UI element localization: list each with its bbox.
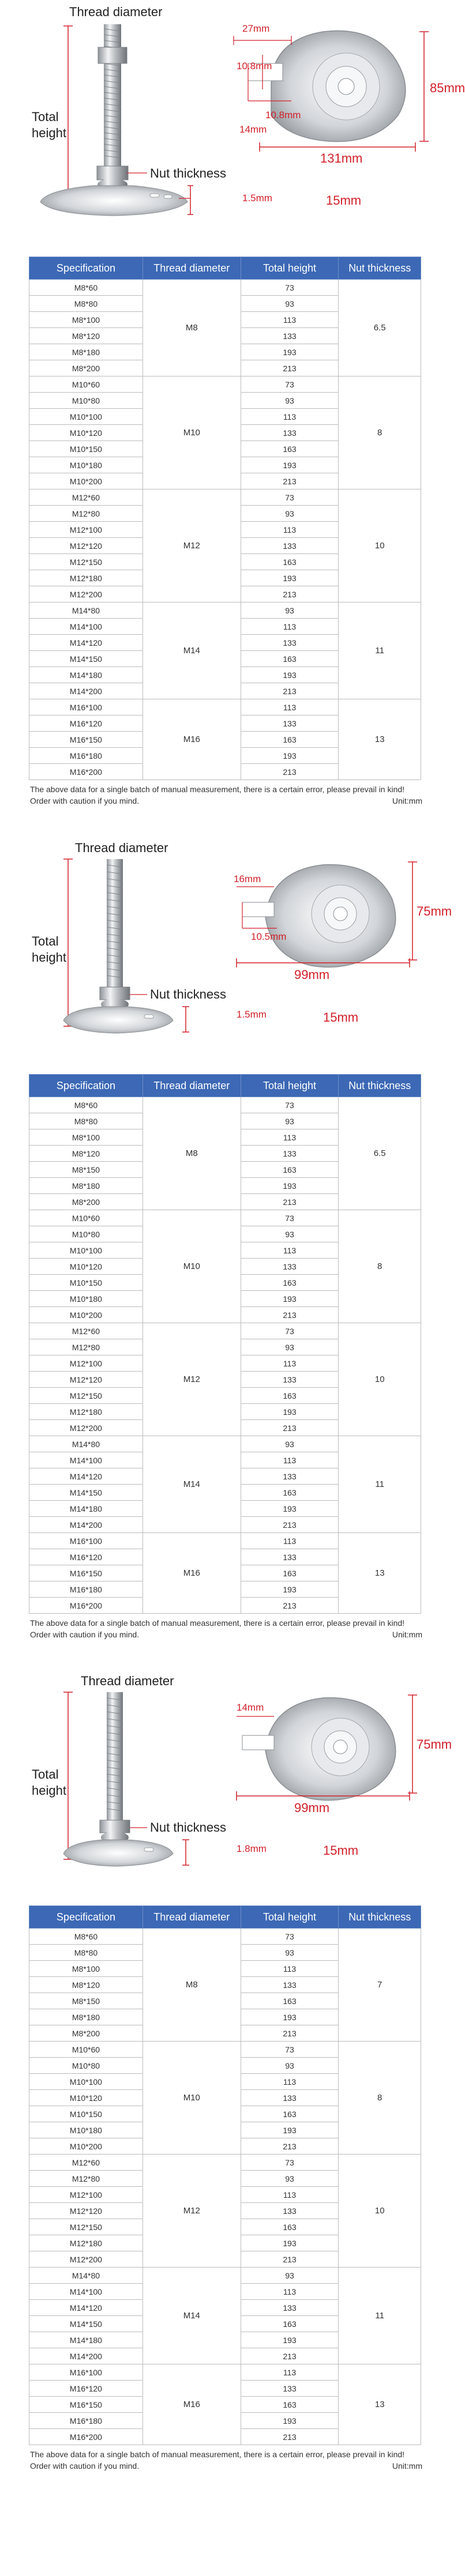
- thread-diameter-cell: M16: [142, 1533, 241, 1614]
- table-row: [29, 2155, 421, 2171]
- total-height-cell: 113: [241, 1452, 339, 1468]
- total-height-cell: 73: [241, 1097, 339, 1113]
- total-height-cell: 133: [241, 538, 339, 554]
- total-height-cell: 193: [241, 2235, 339, 2251]
- nut-thickness-cell: 6.5: [339, 280, 421, 376]
- thickness-dimension: 1.5mm: [242, 193, 272, 204]
- specification-cell: M12*60: [29, 2155, 143, 2171]
- column-header: Thread diameter: [142, 1075, 241, 1097]
- specification-cell: M12*120: [29, 538, 143, 554]
- specification-cell: M10*150: [29, 2106, 143, 2122]
- specification-cell: M16*200: [29, 764, 143, 780]
- nut-thickness-cell: 11: [339, 602, 421, 699]
- total-height-label-line1: Total: [32, 110, 59, 124]
- specification-cell: M12*180: [29, 1404, 143, 1420]
- thread-diameter-cell: M14: [142, 1436, 241, 1533]
- specification-cell: M10*180: [29, 2122, 143, 2138]
- nut-thickness-cell: 13: [339, 699, 421, 780]
- specification-cell: M14*80: [29, 1436, 143, 1452]
- note-text: The above data for a single batch of manual measurement, there is a certain error, please prevail in kind! Order with caution if you mind.: [30, 1618, 405, 1639]
- table-row: [29, 1323, 421, 1339]
- specification-cell: M10*150: [29, 1275, 143, 1291]
- specification-cell: M8*100: [29, 312, 143, 328]
- specification-cell: M8*100: [29, 1129, 143, 1146]
- specification-cell: M16*120: [29, 715, 143, 732]
- total-height-cell: 213: [241, 1517, 339, 1533]
- column-header: Nut thickness: [339, 1906, 421, 1929]
- specification-cell: M12*180: [29, 570, 143, 586]
- total-height-cell: 193: [241, 344, 339, 360]
- thread-diameter-cell: M8: [142, 1929, 241, 2042]
- table-row: [29, 376, 421, 393]
- base-width-dimension: 99mm: [294, 967, 330, 982]
- column-header: Thread diameter: [142, 257, 241, 280]
- total-height-cell: 133: [241, 635, 339, 651]
- total-height-cell: 73: [241, 376, 339, 393]
- specification-cell: M10*60: [29, 376, 143, 393]
- note-text: The above data for a single batch of manual measurement, there is a certain error, please prevail in kind! Order with caution if you mind.: [30, 785, 405, 805]
- total-height-cell: 113: [241, 1533, 339, 1549]
- spec-table-3: [29, 1905, 421, 2445]
- total-height-cell: 93: [241, 2058, 339, 2074]
- specification-cell: M8*80: [29, 1945, 143, 1961]
- thread-diameter-cell: M10: [142, 2042, 241, 2155]
- total-height-cell: 163: [241, 732, 339, 748]
- table-row: [29, 602, 421, 619]
- thread-diameter-cell: M10: [142, 1210, 241, 1323]
- nut-thickness-cell: 10: [339, 1323, 421, 1436]
- specification-cell: M8*180: [29, 1178, 143, 1194]
- specification-cell: M10*180: [29, 1291, 143, 1307]
- specification-cell: M12*150: [29, 554, 143, 570]
- thickness-dimension: 1.5mm: [237, 1009, 267, 1020]
- specification-cell: M8*180: [29, 344, 143, 360]
- leveling-foot-drawing-2: [0, 836, 462, 1067]
- total-height-cell: 213: [241, 2348, 339, 2364]
- specification-cell: M12*200: [29, 586, 143, 602]
- column-header: Specification: [29, 257, 143, 280]
- unit-label: Unit:mm: [392, 796, 422, 805]
- specification-cell: M12*80: [29, 2171, 143, 2187]
- specification-cell: M10*80: [29, 1226, 143, 1242]
- total-height-cell: 133: [241, 2203, 339, 2219]
- product-figure-3: [0, 1669, 462, 1900]
- table-row: [29, 2364, 421, 2381]
- total-height-cell: 213: [241, 2025, 339, 2042]
- base-height-dimension: 75mm: [417, 1737, 452, 1752]
- nut-thickness-cell: 8: [339, 376, 421, 489]
- specification-cell: M16*120: [29, 1549, 143, 1565]
- nut-thickness-cell: 8: [339, 1210, 421, 1323]
- total-height-cell: 163: [241, 1162, 339, 1178]
- total-height-cell: 73: [241, 2042, 339, 2058]
- thread-diameter-cell: M8: [142, 1097, 241, 1210]
- thread-diameter-label: Thread diameter: [69, 5, 163, 19]
- total-height-cell: 163: [241, 441, 339, 457]
- total-height-cell: 213: [241, 1598, 339, 1614]
- nut-thickness-cell: 8: [339, 2042, 421, 2155]
- specification-cell: M12*150: [29, 1388, 143, 1404]
- leveling-foot-drawing-1: [0, 0, 462, 254]
- specification-cell: M14*180: [29, 1501, 143, 1517]
- total-height-cell: 193: [241, 2122, 339, 2138]
- table-row: [29, 1210, 421, 1226]
- specification-cell: M8*200: [29, 2025, 143, 2042]
- specification-cell: M14*100: [29, 619, 143, 635]
- table-header-row: [29, 1075, 421, 1097]
- specification-cell: M16*200: [29, 2429, 143, 2445]
- specification-cell: M14*200: [29, 2348, 143, 2364]
- nut-thickness-cell: 6.5: [339, 1097, 421, 1210]
- total-height-cell: 133: [241, 425, 339, 441]
- total-height-cell: 133: [241, 1259, 339, 1275]
- total-height-cell: 113: [241, 2284, 339, 2300]
- total-height-label-line2: height: [32, 950, 66, 965]
- leveling-foot-drawing-3: [0, 1669, 462, 1900]
- total-height-cell: 193: [241, 570, 339, 586]
- specification-cell: M12*100: [29, 1355, 143, 1372]
- thread-diameter-cell: M8: [142, 280, 241, 376]
- nut-thickness-cell: 13: [339, 2364, 421, 2445]
- slot-length-dimension: 16mm: [234, 873, 261, 884]
- specification-cell: M12*80: [29, 1339, 143, 1355]
- specification-cell: M12*200: [29, 2251, 143, 2268]
- table-row: [29, 1929, 421, 1945]
- note-text: The above data for a single batch of manual measurement, there is a certain error, please prevail in kind! Order with caution if you mind.: [30, 2450, 405, 2470]
- total-height-cell: 213: [241, 360, 339, 376]
- total-height-cell: 193: [241, 1291, 339, 1307]
- total-height-cell: 163: [241, 2219, 339, 2235]
- specification-cell: M10*200: [29, 2138, 143, 2155]
- nut-thickness-cell: 7: [339, 1929, 421, 2042]
- total-height-cell: 93: [241, 506, 339, 522]
- table-row: [29, 489, 421, 506]
- table-row: [29, 2042, 421, 2058]
- specification-cell: M8*100: [29, 1961, 143, 1977]
- specification-cell: M14*120: [29, 635, 143, 651]
- slot-inner-dimension-2: 10.8mm: [265, 110, 301, 120]
- column-header: Specification: [29, 1075, 143, 1097]
- unit-label: Unit:mm: [392, 1630, 422, 1639]
- specification-cell: M16*100: [29, 1533, 143, 1549]
- total-height-cell: 73: [241, 1210, 339, 1226]
- total-height-cell: 213: [241, 1307, 339, 1323]
- slot-length-dimension: 27mm: [242, 23, 270, 34]
- specification-cell: M10*80: [29, 2058, 143, 2074]
- specification-cell: M12*200: [29, 1420, 143, 1436]
- base-height-dimension: 75mm: [417, 904, 452, 918]
- total-height-label-line2: height: [32, 126, 66, 140]
- specification-cell: M16*180: [29, 1581, 143, 1598]
- total-height-cell: 213: [241, 2251, 339, 2268]
- specification-cell: M14*150: [29, 2316, 143, 2332]
- total-height-cell: 93: [241, 2171, 339, 2187]
- total-height-cell: 193: [241, 667, 339, 683]
- total-height-cell: 213: [241, 1420, 339, 1436]
- nut-thickness-cell: 13: [339, 1533, 421, 1614]
- table-row: [29, 699, 421, 715]
- measurement-note-2: [30, 1617, 422, 1640]
- total-height-cell: 133: [241, 1549, 339, 1565]
- total-height-cell: 93: [241, 602, 339, 619]
- nut-thickness-cell: 10: [339, 489, 421, 602]
- specification-cell: M10*120: [29, 425, 143, 441]
- total-height-cell: 193: [241, 2413, 339, 2429]
- specification-cell: M10*120: [29, 2090, 143, 2106]
- specification-cell: M8*200: [29, 360, 143, 376]
- nut-thickness-label: Nut thickness: [150, 987, 227, 1001]
- total-height-cell: 213: [241, 683, 339, 699]
- column-header: Nut thickness: [339, 1075, 421, 1097]
- total-height-cell: 93: [241, 393, 339, 409]
- column-header: Specification: [29, 1906, 143, 1929]
- spec-table-1: [29, 257, 421, 780]
- thread-diameter-label: Thread diameter: [75, 841, 168, 855]
- total-height-cell: 213: [241, 473, 339, 489]
- table-header-row: [29, 1906, 421, 1929]
- specification-cell: M8*150: [29, 1993, 143, 2009]
- nut-thickness-cell: 10: [339, 2155, 421, 2268]
- specification-cell: M12*180: [29, 2235, 143, 2251]
- total-height-cell: 113: [241, 1961, 339, 1977]
- specification-cell: M8*120: [29, 1977, 143, 1993]
- column-header: Total height: [241, 257, 339, 280]
- product-figure-2: [0, 836, 462, 1067]
- specification-cell: M10*180: [29, 457, 143, 473]
- total-height-cell: 133: [241, 715, 339, 732]
- specification-cell: M12*60: [29, 1323, 143, 1339]
- total-height-cell: 163: [241, 2397, 339, 2413]
- total-height-cell: 163: [241, 1565, 339, 1581]
- specification-cell: M12*60: [29, 489, 143, 506]
- thread-diameter-cell: M14: [142, 2268, 241, 2364]
- total-height-cell: 213: [241, 2429, 339, 2445]
- specification-cell: M14*120: [29, 2300, 143, 2316]
- specification-cell: M8*60: [29, 280, 143, 296]
- base-depth-dimension: 15mm: [326, 193, 362, 208]
- spec-table-2: [29, 1074, 421, 1614]
- specification-cell: M12*120: [29, 2203, 143, 2219]
- specification-cell: M8*60: [29, 1097, 143, 1113]
- slot-inner-dimension: 10.5mm: [251, 931, 287, 942]
- specification-cell: M10*200: [29, 1307, 143, 1323]
- specification-cell: M16*200: [29, 1598, 143, 1614]
- total-height-cell: 73: [241, 1929, 339, 1945]
- total-height-cell: 163: [241, 1388, 339, 1404]
- total-height-cell: 93: [241, 1945, 339, 1961]
- specification-cell: M16*180: [29, 2413, 143, 2429]
- base-height-dimension: 85mm: [430, 81, 465, 95]
- specification-cell: M8*120: [29, 328, 143, 344]
- specification-cell: M8*200: [29, 1194, 143, 1210]
- specification-cell: M12*80: [29, 506, 143, 522]
- specification-cell: M14*100: [29, 1452, 143, 1468]
- total-height-cell: 133: [241, 2381, 339, 2397]
- table-header-row: [29, 257, 421, 280]
- base-depth-dimension: 15mm: [323, 1843, 359, 1858]
- thread-diameter-cell: M14: [142, 602, 241, 699]
- column-header: Total height: [241, 1906, 339, 1929]
- specification-cell: M14*180: [29, 2332, 143, 2348]
- total-height-cell: 213: [241, 586, 339, 602]
- total-height-cell: 73: [241, 2155, 339, 2171]
- specification-cell: M14*150: [29, 651, 143, 667]
- specification-cell: M10*60: [29, 1210, 143, 1226]
- total-height-cell: 93: [241, 1339, 339, 1355]
- total-height-cell: 113: [241, 1355, 339, 1372]
- specification-cell: M8*80: [29, 296, 143, 312]
- specification-cell: M8*60: [29, 1929, 143, 1945]
- specification-cell: M16*180: [29, 748, 143, 764]
- specification-cell: M14*120: [29, 1468, 143, 1485]
- total-height-cell: 193: [241, 1501, 339, 1517]
- base-width-dimension: 99mm: [294, 1801, 330, 1815]
- specification-cell: M16*120: [29, 2381, 143, 2397]
- specification-cell: M8*80: [29, 1113, 143, 1129]
- total-height-cell: 193: [241, 2009, 339, 2025]
- product-figure-1: [0, 0, 465, 254]
- nut-thickness-cell: 11: [339, 1436, 421, 1533]
- specification-cell: M12*150: [29, 2219, 143, 2235]
- specification-cell: M14*150: [29, 1485, 143, 1501]
- total-height-cell: 113: [241, 1129, 339, 1146]
- total-height-cell: 193: [241, 1404, 339, 1420]
- total-height-cell: 163: [241, 2106, 339, 2122]
- specification-cell: M12*100: [29, 522, 143, 538]
- base-depth-dimension: 15mm: [323, 1010, 359, 1025]
- total-height-cell: 193: [241, 748, 339, 764]
- specification-cell: M10*80: [29, 393, 143, 409]
- specification-cell: M12*100: [29, 2187, 143, 2203]
- measurement-note-3: [30, 2449, 422, 2472]
- specification-cell: M10*100: [29, 1242, 143, 1259]
- total-height-cell: 193: [241, 2332, 339, 2348]
- specification-cell: M8*120: [29, 1146, 143, 1162]
- total-height-cell: 133: [241, 328, 339, 344]
- base-width-dimension: 131mm: [320, 151, 363, 165]
- total-height-cell: 73: [241, 280, 339, 296]
- total-height-cell: 213: [241, 1194, 339, 1210]
- thread-diameter-cell: M12: [142, 2155, 241, 2268]
- specification-cell: M10*120: [29, 1259, 143, 1275]
- total-height-cell: 113: [241, 619, 339, 635]
- total-height-cell: 93: [241, 1226, 339, 1242]
- specification-cell: M10*100: [29, 409, 143, 425]
- total-height-cell: 73: [241, 1323, 339, 1339]
- total-height-cell: 113: [241, 1242, 339, 1259]
- table-row: [29, 280, 421, 296]
- thread-diameter-cell: M16: [142, 2364, 241, 2445]
- specification-cell: M16*100: [29, 699, 143, 715]
- nut-thickness-label: Nut thickness: [150, 1820, 227, 1835]
- specification-cell: M10*100: [29, 2074, 143, 2090]
- total-height-cell: 113: [241, 312, 339, 328]
- total-height-cell: 93: [241, 1113, 339, 1129]
- specification-cell: M14*200: [29, 683, 143, 699]
- slot-inner-dimension-1: 10.8mm: [237, 61, 272, 71]
- total-height-cell: 93: [241, 296, 339, 312]
- total-height-cell: 213: [241, 764, 339, 780]
- total-height-cell: 113: [241, 2187, 339, 2203]
- specification-cell: M14*100: [29, 2284, 143, 2300]
- total-height-cell: 113: [241, 522, 339, 538]
- total-height-cell: 133: [241, 1146, 339, 1162]
- total-height-cell: 93: [241, 2268, 339, 2284]
- specification-cell: M14*80: [29, 2268, 143, 2284]
- specification-cell: M16*100: [29, 2364, 143, 2381]
- column-header: Total height: [241, 1075, 339, 1097]
- slot-length-dimension: 14mm: [237, 1702, 264, 1713]
- total-height-cell: 113: [241, 2074, 339, 2090]
- table-row: [29, 1436, 421, 1452]
- total-height-cell: 163: [241, 651, 339, 667]
- total-height-cell: 133: [241, 2090, 339, 2106]
- specification-cell: M14*200: [29, 1517, 143, 1533]
- table-row: [29, 2268, 421, 2284]
- specification-cell: M16*150: [29, 732, 143, 748]
- slot-tab-dimension: 14mm: [239, 124, 267, 135]
- thread-diameter-cell: M12: [142, 489, 241, 602]
- specification-cell: M14*180: [29, 667, 143, 683]
- specification-cell: M14*80: [29, 602, 143, 619]
- specification-cell: M8*180: [29, 2009, 143, 2025]
- total-height-cell: 193: [241, 457, 339, 473]
- total-height-cell: 113: [241, 699, 339, 715]
- total-height-cell: 133: [241, 1372, 339, 1388]
- total-height-cell: 193: [241, 1178, 339, 1194]
- specification-cell: M10*150: [29, 441, 143, 457]
- total-height-cell: 113: [241, 409, 339, 425]
- specification-cell: M10*60: [29, 2042, 143, 2058]
- total-height-label-line2: height: [32, 1783, 66, 1798]
- specification-cell: M16*150: [29, 2397, 143, 2413]
- total-height-cell: 163: [241, 1993, 339, 2009]
- total-height-cell: 193: [241, 1581, 339, 1598]
- total-height-cell: 163: [241, 1485, 339, 1501]
- total-height-cell: 133: [241, 2300, 339, 2316]
- total-height-cell: 133: [241, 1468, 339, 1485]
- table-row: [29, 1533, 421, 1549]
- thread-diameter-cell: M12: [142, 1323, 241, 1436]
- thickness-dimension: 1.8mm: [237, 1843, 267, 1854]
- unit-label: Unit:mm: [392, 2461, 422, 2470]
- nut-thickness-cell: 11: [339, 2268, 421, 2364]
- total-height-cell: 93: [241, 1436, 339, 1452]
- total-height-cell: 133: [241, 1977, 339, 1993]
- total-height-cell: 73: [241, 489, 339, 506]
- specification-cell: M16*150: [29, 1565, 143, 1581]
- specification-cell: M8*150: [29, 1162, 143, 1178]
- total-height-cell: 163: [241, 554, 339, 570]
- column-header: Thread diameter: [142, 1906, 241, 1929]
- measurement-note-1: [30, 784, 422, 807]
- table-row: [29, 1097, 421, 1113]
- total-height-cell: 163: [241, 1275, 339, 1291]
- total-height-label-line1: Total: [32, 1767, 59, 1782]
- total-height-label-line1: Total: [32, 934, 59, 948]
- total-height-cell: 213: [241, 2138, 339, 2155]
- specification-cell: M10*200: [29, 473, 143, 489]
- specification-cell: M12*120: [29, 1372, 143, 1388]
- thread-diameter-label: Thread diameter: [81, 1674, 174, 1688]
- total-height-cell: 113: [241, 2364, 339, 2381]
- nut-thickness-label: Nut thickness: [150, 166, 227, 180]
- total-height-cell: 163: [241, 2316, 339, 2332]
- column-header: Nut thickness: [339, 257, 421, 280]
- thread-diameter-cell: M10: [142, 376, 241, 489]
- thread-diameter-cell: M16: [142, 699, 241, 780]
